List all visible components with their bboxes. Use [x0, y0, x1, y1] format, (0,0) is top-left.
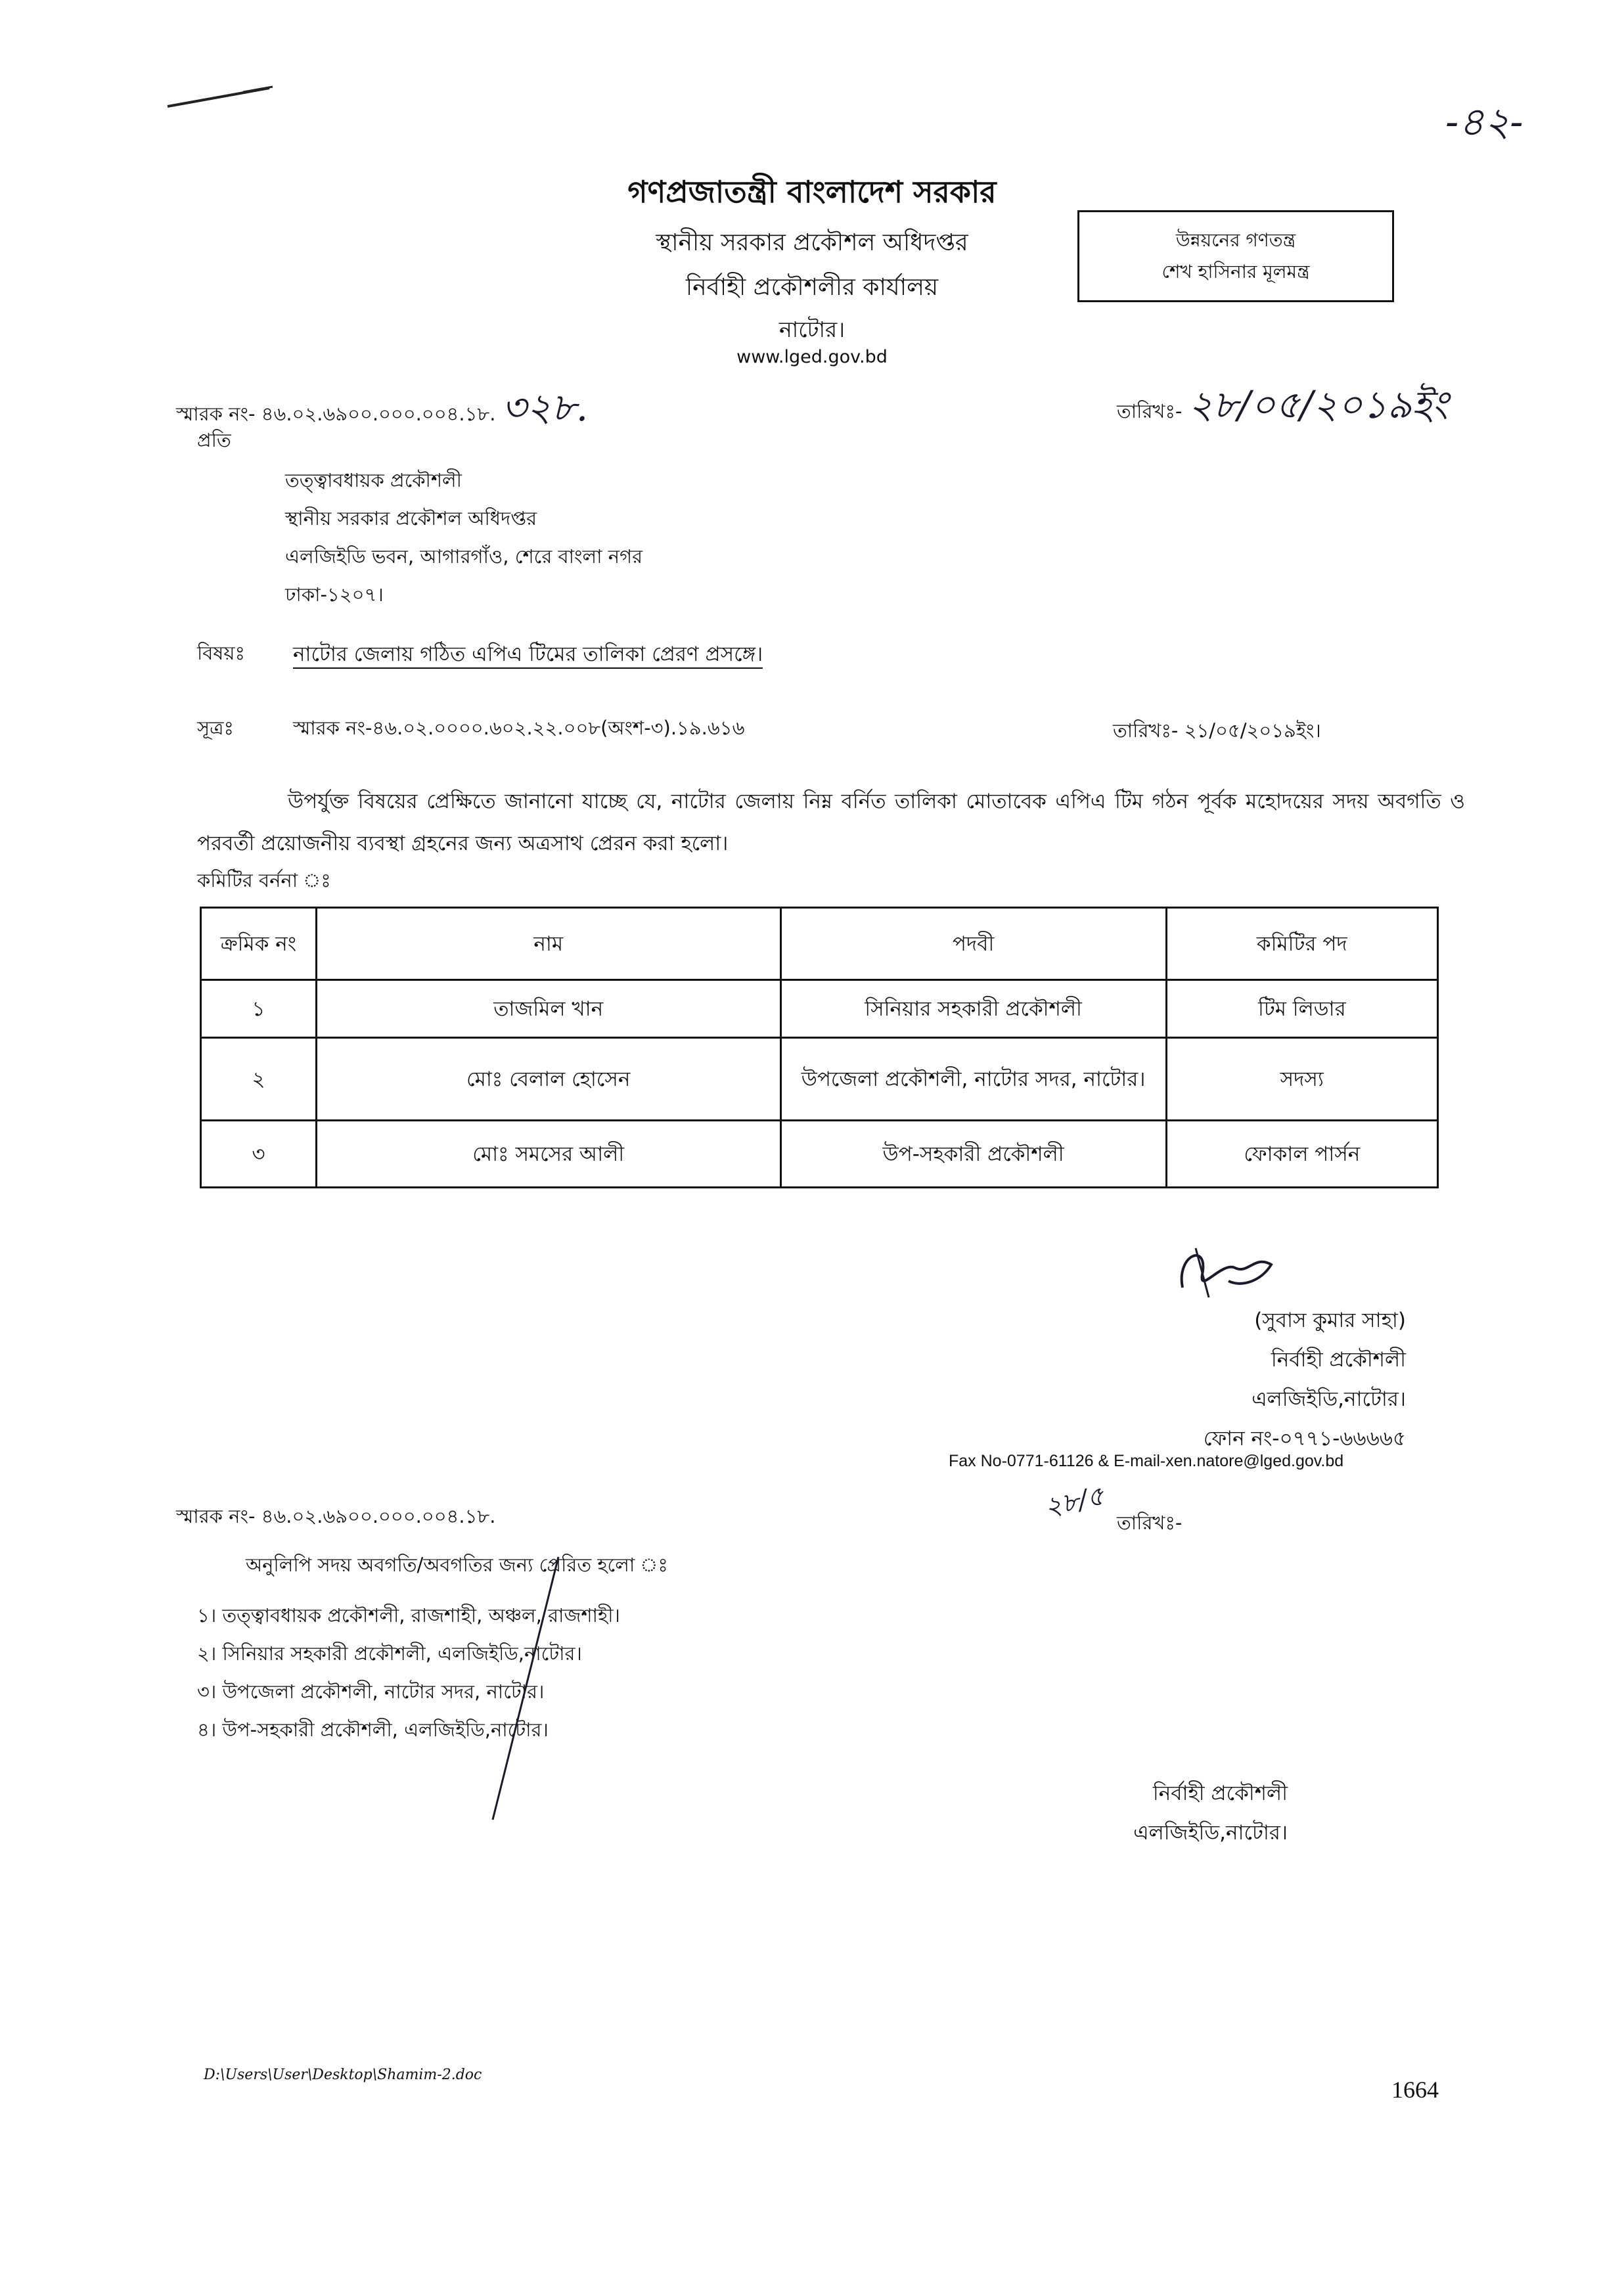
copy-date-label: তারিখঃ-	[1117, 1512, 1183, 1534]
committee-table	[200, 907, 1439, 1188]
copy-list-item: ১। তত্ত্বাবধায়ক প্রকৌশলী, রাজশাহী, অঞ্চল, রাজশাহী।	[197, 1604, 620, 1627]
recipient-line: স্থানীয় সরকার প্রকৌশল অধিদপ্তর	[285, 507, 537, 529]
table-header-row	[201, 908, 1438, 980]
fax-email: Fax No-0771-61126 & E-mail-xen.natore@lged.gov.bd	[949, 1452, 1344, 1470]
memo-date-label: তারিখঃ-	[1117, 400, 1183, 422]
cell-serial: ১	[201, 980, 317, 1038]
cell-name: মোঃ বেলাল হোসেন	[316, 1038, 780, 1121]
reference-label: সূত্রঃ	[197, 717, 234, 739]
subject-text	[293, 639, 763, 673]
cell-name: মোঃ সমসের আলী	[316, 1121, 780, 1188]
header-serial: ক্রমিক নং	[201, 908, 317, 980]
header-designation: পদবী	[780, 908, 1166, 980]
office-website: www.lged.gov.bd	[736, 347, 888, 367]
subject-text-underlined: নাটোর জেলায় গঠিত এপিএ টিমের তালিকা প্রেরণ প্রসঙ্গে।	[293, 642, 763, 669]
cell-designation: উপজেলা প্রকৌশলী, নাটোর সদর, নাটোর।	[780, 1038, 1166, 1121]
memo-reference	[176, 378, 588, 442]
office-location: নাটোর।	[778, 317, 846, 342]
motto-line-1: উন্নয়নের গণতন্ত্র	[1175, 229, 1296, 251]
committee-caption: কমিটির বর্ননা ঃ	[197, 869, 331, 891]
cell-role: ফোকাল পার্সন	[1166, 1121, 1437, 1188]
recipient-block	[285, 461, 643, 614]
pen-stroke-mark	[164, 80, 276, 113]
handwritten-page-number: -৪২-	[1445, 99, 1523, 145]
copy-list-item: ৩। উপজেলা প্রকৌশলী, নাটোর সদর, নাটোর।	[197, 1680, 545, 1703]
signatory-office: এলজিইডি,নাটোর।	[1252, 1387, 1406, 1411]
recipient-prati: প্রতি	[197, 429, 231, 451]
department-name: স্থানীয় সরকার প্রকৌশল অধিদপ্তর	[656, 229, 968, 256]
memo-date-handwritten: ২৮/০৫/২০১৯ইং	[1188, 382, 1449, 427]
pen-stroke-diagonal	[486, 1550, 565, 1826]
page-number: 1664	[1391, 2077, 1439, 2103]
cell-serial: ৩	[201, 1121, 317, 1188]
header-committee-role: কমিটির পদ	[1166, 908, 1437, 980]
memo-ref-label: স্মারক নং-	[176, 403, 256, 425]
signatory-name: (সুবাস কুমার সাহা)	[1254, 1309, 1406, 1332]
cell-designation: সিনিয়ার সহকারী প্রকৌশলী	[780, 980, 1166, 1038]
body-paragraph: উপর্যুক্ত বিষয়ের প্রেক্ষিতে জানানো যাচ্ছে যে, নাটোর জেলায় নিম্ন বর্নিত তালিকা মোতাবেক এপিএ টিম গঠন পূর্বক মহোদয়ের সদয় অবগতি ও পরবর্তী প্রয়োজনীয় ব্যবস্থা গ্রহনের জন্য অত্রসাথ প্রেরন করা হলো।	[197, 790, 1465, 855]
bottom-signoff-title: নির্বাহী প্রকৌশলী	[1152, 1782, 1288, 1805]
table-row	[201, 1121, 1438, 1188]
motto-line-2: শেখ হাসিনার মূলমন্ত্র	[1162, 261, 1310, 282]
signature-scribble	[1156, 1235, 1288, 1307]
copy-ref: স্মারক নং- ৪৬.০২.৬৯০০.০০০.০০৪.১৮.	[176, 1505, 496, 1527]
signature-block	[920, 1301, 1406, 1458]
copy-list-item: ৪। উপ-সহকারী প্রকৌশলী, এলজিইডি,নাটোর।	[197, 1719, 549, 1741]
recipient-line: তত্ত্বাবধায়ক প্রকৌশলী	[285, 469, 462, 491]
bottom-signoff-office: এলজিইডি,নাটোর।	[1133, 1821, 1288, 1845]
copy-intro: অনুলিপি সদয় অবগতি/অবগতির জন্য প্রেরিত হলো ঃ	[246, 1554, 668, 1576]
cell-serial: ২	[201, 1038, 317, 1121]
recipient-line: এলজিইডি ভবন, আগারগাঁও, শেরে বাংলা নগর	[285, 545, 643, 568]
reference-date: তারিখঃ- ২১/০৫/২০১৯ইং।	[1113, 719, 1321, 742]
memo-date	[1117, 376, 1448, 439]
table-row	[201, 980, 1438, 1038]
office-phone: ফোন নং-০৭৭১-৬৬৬৬৫	[1203, 1427, 1406, 1451]
motto-box	[1077, 210, 1394, 302]
subject-label: বিষয়ঃ	[197, 642, 245, 664]
cell-designation: উপ-সহকারী প্রকৌশলী	[780, 1121, 1166, 1188]
cell-name: তাজমিল খান	[316, 980, 780, 1038]
file-path: D:\Users\User\Desktop\Shamim-2.doc	[204, 2067, 482, 2083]
copy-initial-handwritten: ২৮/৫	[1041, 1481, 1107, 1523]
government-title: গণপ্রজাতন্ত্রী বাংলাদেশ সরকার	[627, 174, 997, 210]
reference-text: স্মারক নং-৪৬.০২.০০০০.৬০২.২২.০০৮(অংশ-৩).১৯.৬১৬	[293, 717, 745, 739]
signatory-title: নির্বাহী প্রকৌশলী	[1271, 1348, 1406, 1372]
cell-role: সদস্য	[1166, 1038, 1437, 1121]
copy-list-item: ২। সিনিয়ার সহকারী প্রকৌশলী, এলজিইডি,নাটোর।	[197, 1642, 582, 1665]
cell-role: টিম লিডার	[1166, 980, 1437, 1038]
memo-ref-number: ৪৬.০২.৬৯০০.০০০.০০৪.১৮.	[261, 403, 496, 425]
table-row	[201, 1038, 1438, 1121]
bottom-signoff	[920, 1774, 1288, 1853]
office-name: নির্বাহী প্রকৌশলীর কার্যালয়	[685, 274, 939, 301]
memo-ref-handwritten: ৩২৮.	[501, 385, 589, 430]
header-name: নাম	[316, 908, 780, 980]
recipient-line: ঢাকা-১২০৭।	[285, 583, 384, 606]
